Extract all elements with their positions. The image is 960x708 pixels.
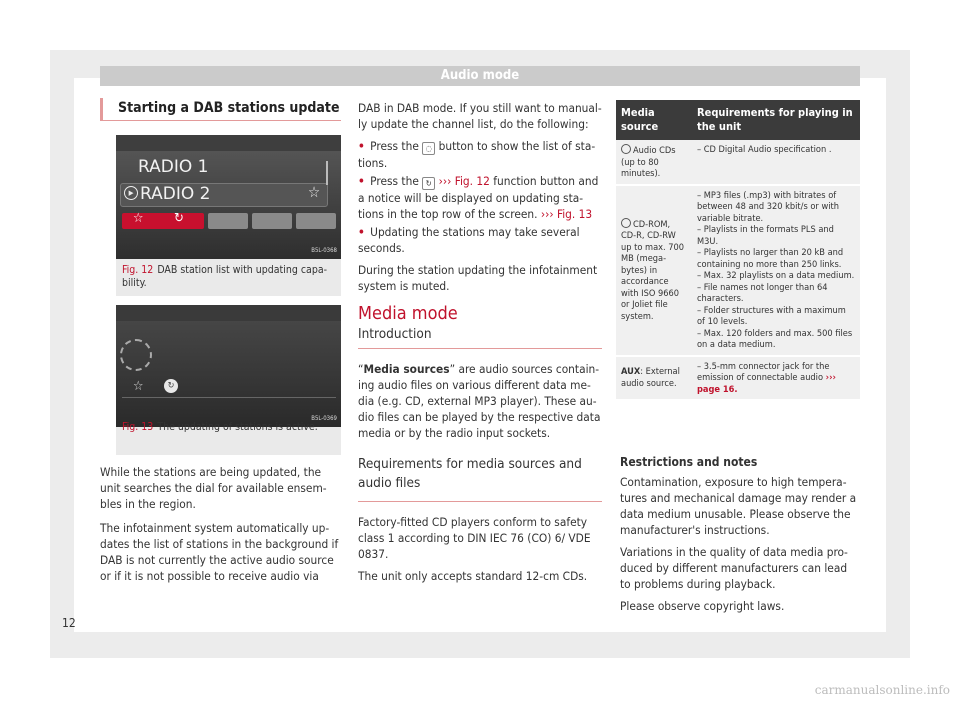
star-button-icon: ☆ xyxy=(133,211,144,226)
table-row: CD-ROM, CD-R, CD-RW up to max. 700 MB (megabytes) in accordance with ISO 9660 or Joliet file system. – MP3 files (.mp3) with bitrates of between 48 and 320 kbit/s or with variable bitrate. – Playlists in the formats PLS and M3U. – Playlists no larger than 20 kB and containing no more than 250 links. – Max. 32 playlists on a data medium. – File names not longer than 64 characters. – Folder structures with a maximum of 10 levels. – Max. 120 folders and max. 500 files on a data medium. xyxy=(616,185,860,356)
scrollbar xyxy=(326,161,328,185)
star-icon: ☆ xyxy=(308,183,321,201)
fig13-caption-text: The updating of stations is active. xyxy=(157,421,318,433)
right-para-2: Variations in the quality of data media produced by different manufacturers can lead to problems during playback. xyxy=(620,545,848,591)
right-body xyxy=(620,454,860,620)
left-para-1: While the stations are being updated, the unit searches the dial for available ensembles in the region. xyxy=(100,465,327,511)
table-header xyxy=(616,100,860,140)
fig13-caption xyxy=(122,421,334,434)
spinner-icon xyxy=(120,339,152,371)
fig13-link[interactable]: ››› Fig. 13 xyxy=(540,207,593,221)
play-icon: ▶ xyxy=(124,186,138,200)
left-para-2: The infotainment system automatically updates the list of stations in the background if DAB is not currently the active audio source or if it is not possible to receive audio via xyxy=(100,521,339,583)
media-requirements-table xyxy=(616,100,860,401)
restrictions-heading: Restrictions and notes xyxy=(620,455,758,469)
section-header: Audio mode xyxy=(100,66,860,86)
col-header-requirements: Requirements for playing in the unit xyxy=(692,100,860,140)
mid-para-4: The unit only accepts standard 12-cm CDs. xyxy=(358,569,588,583)
cd-icon xyxy=(621,218,631,228)
mid-bullet-1: • Press the ◌ button to show the list of stations. xyxy=(358,139,596,170)
page16-link[interactable]: ››› page 16. xyxy=(697,372,836,395)
right-para-3: Please observe copyright laws. xyxy=(620,599,785,613)
fig12-link[interactable]: Fig. 12 xyxy=(454,174,490,188)
mid-bullet-2: • Press the ↻ ››› Fig. 12 function button and a notice will be displayed on updating stations in the top row of the screen. ››› Fig. 13 xyxy=(358,174,599,221)
update-button-icon: ↻ xyxy=(422,177,435,190)
refresh-icon: ↻ xyxy=(174,211,184,226)
fig13-code: B5L-0369 xyxy=(311,415,337,422)
fig13-number: Fig. 13 xyxy=(122,421,154,433)
table-row: Audio CDs (up to 80 minutes). – CD Digital Audio specification . xyxy=(616,140,860,185)
station-radio-2: RADIO 2 xyxy=(140,184,211,204)
mid-para-2: During the station updating the infotainment system is muted. xyxy=(358,263,598,293)
fig12-caption-text: DAB station list with updating capability. xyxy=(122,264,328,289)
left-body xyxy=(100,464,344,590)
intro-para: “Media sources” are audio sources containing audio files on various different data media (e.g. CD, external MP3 player). These audio files can be played by the respective data media or by the radio input sockets. xyxy=(358,362,601,440)
section-heading: Starting a DAB stations update xyxy=(118,100,340,116)
table-row: AUX: External audio source. – 3.5-mm connector jack for the emission of connectable audio ››› page 16. xyxy=(616,356,860,401)
fig12-code: B5L-0368 xyxy=(311,247,337,254)
page-number: 12 xyxy=(62,616,76,630)
fig13-screen xyxy=(116,305,341,427)
mid-bullet-3: • Updating the stations may take several seconds. xyxy=(358,225,580,255)
requirements-heading: Requirements for media sources and audio files xyxy=(358,456,582,491)
intro-rule xyxy=(358,348,602,349)
right-para-1: Contamination, exposure to high temperatures and mechanical damage may render a data medium unusable. Please observe the manufacturer's instructions. xyxy=(620,475,857,537)
mid-para-3: Factory-fitted CD players conform to safety class 1 according to DIN IEC 76 (CO) 6/ VDE 0837. xyxy=(358,515,591,561)
fig12-number: Fig. 12 xyxy=(122,264,154,276)
mid-para-1: DAB in DAB mode. If you still want to manually update the channel list, do the following: xyxy=(358,101,602,131)
menu-button-icon: ◌ xyxy=(422,142,435,155)
watermark: carmanualsonline.info xyxy=(814,683,950,697)
station-radio-1: RADIO 1 xyxy=(138,157,209,177)
heading-rule xyxy=(100,120,341,121)
media-mode-heading: Media mode xyxy=(358,303,458,324)
col-header-source: Media source xyxy=(616,100,692,140)
fig12-screen xyxy=(116,135,341,259)
middle-body xyxy=(358,100,602,590)
update-icon: ↻ xyxy=(164,379,178,393)
heading-marker xyxy=(100,98,103,120)
star-icon-2: ☆ xyxy=(133,379,144,394)
req-rule xyxy=(358,501,602,502)
cd-icon xyxy=(621,144,631,154)
fig12-caption xyxy=(122,264,334,290)
introduction-heading: Introduction xyxy=(358,326,432,342)
